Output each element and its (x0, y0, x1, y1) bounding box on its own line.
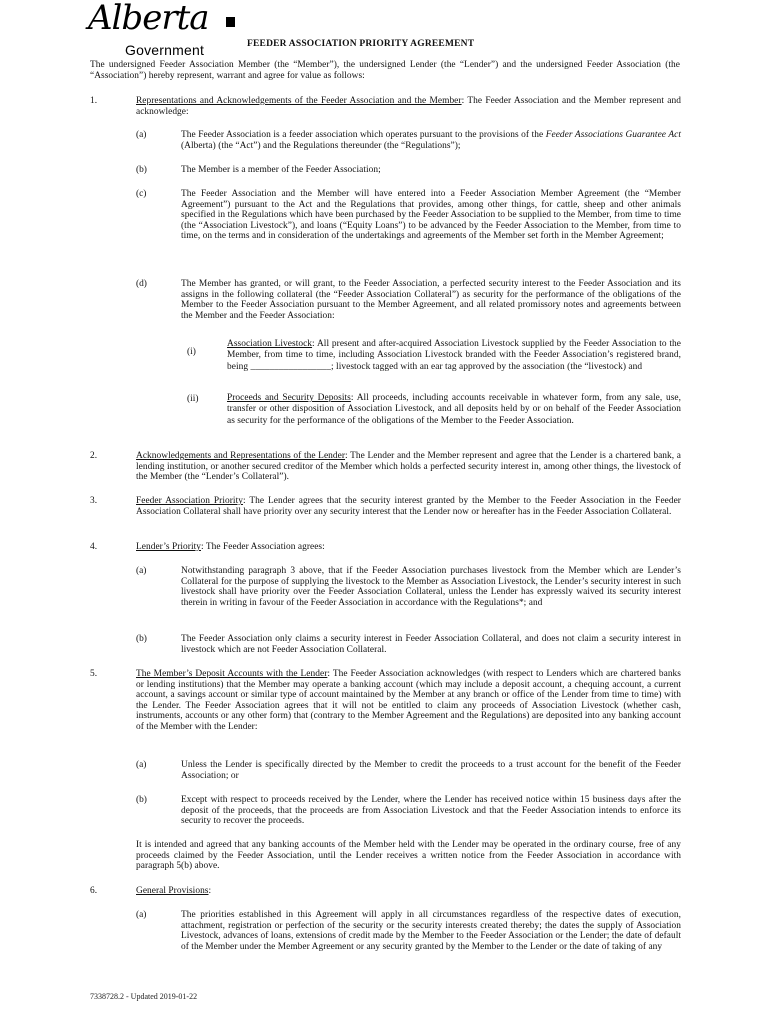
document-title: FEEDER ASSOCIATION PRIORITY AGREEMENT (247, 39, 475, 49)
item-number: (a) (136, 910, 147, 920)
section-number: 1. (90, 96, 98, 106)
item-number: (a) (136, 760, 147, 770)
item-number: (b) (136, 795, 147, 805)
alberta-government-logo (88, 0, 238, 60)
section-text: : The Lender agrees that the security interest granted by the Member to the Feeder Association in the Feeder Association Collateral shall have priority over any security interest that the Lender now or hereafter has in the Feeder Association Collateral. (136, 496, 681, 517)
subitem-heading: Association Livestock (227, 339, 313, 349)
item-number: (b) (136, 634, 147, 644)
section-1a (181, 130, 681, 151)
section-heading: The Member’s Deposit Accounts with the Lender (136, 669, 328, 679)
subitem-text: : All proceeds, including accounts receivable in whatever form, from any sale, use, transfer or other disposition of Association Livestock, and all deposits held by or on behalf of the Feeder Association as security for the performance of the obligations of the Member to the Feeder Association. (227, 393, 681, 426)
item-text: The Feeder Association is a feeder association which operates pursuant to the provisions of the (181, 130, 546, 140)
section-1b: The Member is a member of the Feeder Association; (181, 165, 381, 175)
section-number: 3. (90, 496, 98, 506)
section-number: 2. (90, 451, 98, 461)
subitem-number: (i) (187, 347, 196, 357)
logo-subtitle: Government (125, 42, 205, 58)
item-text: (Alberta) (the “Act”) and the Regulations thereunder (the “Regulations”); (181, 140, 461, 151)
item-number: (c) (136, 189, 147, 199)
logo-flag-icon (226, 17, 235, 27)
section-heading: Lender’s Priority (136, 542, 201, 552)
section-4 (136, 542, 681, 553)
section-heading: Feeder Association Priority (136, 496, 243, 506)
section-text: : The Lender and the Member represent and agree that the Lender is a chartered bank, a lending institution, or another secured creditor of the Member which holds a perfected security interest in, among other things, the livestock of the Member (the “Lender’s Collateral”). (136, 451, 681, 483)
section-6a: The priorities established in this Agreement will apply in all circumstances regardless of the respective dates of execution, attachment, registration or perfection of the security or the security interests created thereby; the dates the supply of Association Livestock, advances of loans, extensions of credit made by the Member to the Feeder Association or the Lender; the date of default of the Member under the Member Agreement or any security granted by the Member to the Lender or the date of taking of any (181, 910, 681, 952)
section-2 (136, 451, 681, 483)
section-heading: General Provisions (136, 886, 209, 896)
section-5 (136, 669, 681, 733)
section-5b: Except with respect to proceeds received by the Lender, where the Lender has received notice within 15 business days after the deposit of the proceeds, that the proceeds are from Association Livestock and that the Feeder Association intends to enforce its security to recover the proceeds. (181, 795, 681, 827)
section-3 (136, 496, 681, 517)
section-5a: Unless the Lender is specifically directed by the Member to credit the proceeds to a trust account for the benefit of the Feeder Association; or (181, 760, 681, 781)
section-4a: Notwithstanding paragraph 3 above, that if the Feeder Association purchases livestock from the Member which are Lender’s Collateral for the purpose of supplying the livestock to the Member as Association Livestock, the Lender’s security interest in such livestock shall have priority over the Feeder Association Collateral, unless the Lender has expressly waived its security interest therein in writing in favour of the Feeder Association in accordance with the Regulations*; and (181, 566, 681, 608)
item-number: (a) (136, 566, 147, 576)
subitem-heading: Proceeds and Security Deposits (227, 393, 351, 403)
section-1d-i (227, 339, 681, 373)
section-heading: Representations and Acknowledgements of the Feeder Association and the Member (136, 96, 462, 106)
section-4b: The Feeder Association only claims a security interest in Feeder Association Collateral, and does not claim a security interest in livestock which are not Feeder Association Collateral. (181, 634, 681, 655)
document-footer: 7338728.2 - Updated 2019-01-22 (90, 992, 198, 1001)
item-number: (b) (136, 165, 147, 175)
section-text: : The Feeder Association agrees: (201, 542, 325, 552)
section-1d-ii (227, 393, 681, 427)
section-1 (136, 96, 681, 117)
section-text: : The Feeder Association and the Member represent and acknowledge: (136, 96, 681, 117)
section-1c: The Feeder Association and the Member will have entered into a Feeder Association Member Agreement (the “Member Agreement”) pursuant to the Act and the Regulations that provides, among other things, for cattle, sheep and other animals specified in the Regulations which have been purchased by the Feeder Association to be supplied to the Member, from time to time (the “Association Livestock”), and loans (“Equity Loans”) to be advanced by the Feeder Association to the Member, from time to time, on the terms and in consideration of the undertakings and agreements of the Member set forth in the Member Agreement; (181, 189, 681, 242)
section-6 (136, 886, 681, 897)
section-number: 4. (90, 542, 98, 552)
act-name: Feeder Associations Guarantee Act (545, 130, 681, 140)
item-number: (d) (136, 279, 147, 289)
section-heading: Acknowledgements and Representations of the Lender (136, 451, 346, 461)
intro-paragraph: The undersigned Feeder Association Member (the “Member”), the undersigned Lender (the “Lender”) and the undersigned Feeder Association (the “Association”) hereby represent, warrant and agree for value as follows: (90, 60, 680, 81)
subitem-text: : All present and after-acquired Association Livestock supplied by the Feeder Association to the Member, from time to time, including Association Livestock branded with the Feeder Association’s registered brand, being _________________; livestock tagged with an ear tag approved by the association (the “livestock) and (227, 339, 681, 372)
section-1d: The Member has granted, or will grant, to the Feeder Association, a perfected security interest to the Feeder Association and its assigns in the following collateral (the “Feeder Association Collateral”) as security for the performance of the obligations of the Member to the Feeder Association pursuant to the Member Agreement, and all related promissory notes and agreements between the Member and the Feeder Association: (181, 279, 681, 321)
section-number: 6. (90, 886, 98, 896)
section-text: : (208, 886, 212, 896)
logo-wordmark: Alberta (88, 0, 209, 38)
section-text: : The Feeder Association acknowledges (with respect to Lenders which are chartered banks or lending institutions) that the Member may operate a banking account (which may include a deposit account, a chequing account, a current account, a savings account or similar type of account maintained by the Member at any branch or office of the Lender from time to time) with the Lender. The Feeder Association agrees that it will not be entitled to claim any proceeds of Association Livestock (whether cash, instruments, accounts or any other form) that (contrary to the Member Agreement and the Regulations) are deposited into any banking account of the Member with the Lender: (136, 669, 681, 732)
section-number: 5. (90, 669, 98, 679)
subitem-number: (ii) (187, 394, 199, 404)
section-5-closing: It is intended and agreed that any banking accounts of the Member held with the Lender may be operated in the ordinary course, free of any proceeds claimed by the Feeder Association, until the Lender receives a written notice from the Feeder Association in accordance with paragraph 5(b) above. (136, 840, 681, 872)
item-number: (a) (136, 130, 147, 140)
